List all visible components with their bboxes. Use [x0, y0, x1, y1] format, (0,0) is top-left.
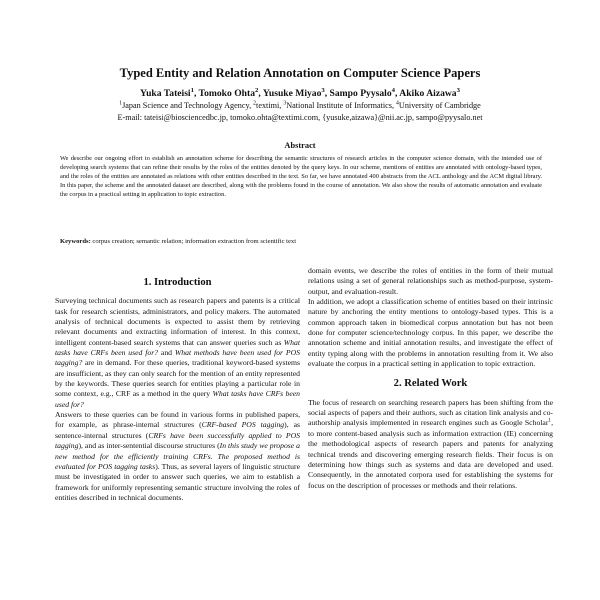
paragraph-text: ), and as inter-sentential discourse structures (	[78, 441, 220, 451]
paper-title: Typed Entity and Relation Annotation on Computer Science Papers	[119, 66, 481, 80]
paragraph-text: , to more content-based analysis such as information extraction (IE) concerning the methodological aspects of research papers and patents for analyzing technical trends and discovering emerging research fields. Their focus is on determining how things such as systems and data are developed and used. Consequently, in the annotated corpora used for establishing the systems for focus on the description of processes or methods and their relations.	[308, 418, 553, 490]
intro-paragraph-4: In addition, we adopt a classification scheme of entities based on their intrinsic nature by anchoring the entity mentions to ontology-based types. This is a common approach taken in biomedical corpus annotation but has not been done for computer science/technology corpus. In this paper, we describe the annotation scheme and initial annotation results, and investigate the effect of entity typing along with the problems in annotation resulting from it. We also evaluate the corpus in a practical setting in application to topic extraction.	[308, 297, 553, 369]
intro-paragraph-1	[55, 296, 300, 410]
paragraph-text: ), as sentence-internal structures (	[55, 420, 300, 440]
author-name: Akiko Aizawa	[399, 88, 457, 99]
example-query: What methods have been used for POS tagging?	[55, 348, 300, 368]
author-mark: 4	[391, 86, 396, 94]
paragraph-text: are in demand. For these queries, traditional keyword-based systems are insufficient, as they can only search for the mention of an entity represented by the keywords. These queries search for entities playing a particular role in some context, e.g., CRF as a method in the query	[55, 358, 300, 399]
author-mark: 1	[190, 86, 194, 94]
keywords-line	[60, 238, 542, 245]
footnote-mark: 1	[548, 417, 552, 424]
example-query: What tasks have CRFs been used for?	[55, 389, 301, 409]
section-heading-introduction: 1. Introduction	[143, 277, 212, 288]
example-phrase: In this study we propose a new method for the efficiently training CRFs. The proposed method is evaluated for POS tagging tasks	[55, 441, 301, 471]
affiliation-mark: 2	[253, 100, 257, 107]
author-mark: 3	[456, 86, 460, 94]
paragraph-text: and	[158, 348, 175, 358]
intro-paragraph-2	[55, 410, 300, 503]
affiliation-text: University of Cambridge	[398, 101, 481, 110]
affiliation-mark: 1	[119, 100, 123, 107]
right-column	[308, 266, 553, 491]
author-mark: 3	[321, 86, 325, 94]
abstract-text: We describe our ongoing effort to establish an annotation scheme for describing the semantic structures of research articles in the computer science domain, with the intended use of developing search systems that can refine their results by the roles of the entities denoted by the query keys. In our scheme, mentions of entities are annotated with ontology-based types, and the roles of the entities are annotated as relations with other entities described in the text. So far, we have annotated 400 abstracts from the ACL anthology and the ACM digital library. In this paper, the scheme and the annotated dataset are described, along with the problems found in the course of annotation. We also show the results of automatic annotation and evaluate the corpus in a practical setting in application to topic extraction.	[60, 155, 542, 198]
author-mark: 2	[255, 86, 259, 94]
paragraph-text: The focus of research on searching research papers has been shifting from the social aspects of papers and their authors, such as citation link analysis and co-authorship analysis implemented in research engines such as Google Scholar	[308, 397, 553, 428]
related-work-paragraph-1	[308, 398, 553, 491]
affiliations	[0, 101, 600, 110]
author-name: Sampo Pyysalo	[329, 88, 392, 99]
paragraph-text: Surveying technical documents such as research papers and patents is a critical task for research scientists, administrators, and policy makers. The automated analysis of technical documents is expected to assist them by retrieving relevant documents and extracting information of interest. In this context, intelligent content-based search systems that can answer queries such as	[55, 296, 300, 347]
author-name: Yuka Tateisi	[140, 88, 191, 99]
author-name: Tomoko Ohta	[198, 88, 256, 99]
section-heading-related-work: 2. Related Work	[393, 378, 468, 390]
intro-paragraph-3: domain events, we describe the roles of entities in the form of their mutual relations using a set of general relationships such as method-purpose, system-output, and evaluation-result.	[308, 266, 553, 296]
affiliation-mark: 3	[283, 100, 287, 107]
example-phrase: CRFs have been successfully applied to POS tagging	[55, 430, 300, 451]
affiliation-text: textimi,	[256, 101, 284, 110]
paragraph-text: Answers to these queries can be found in various forms in published papers, for example, as phrase-internal structures (	[55, 410, 300, 430]
abstract-heading: Abstract	[284, 141, 316, 150]
keywords-label: Keywords:	[60, 238, 91, 245]
affiliation-text: Japan Science and Technology Agency,	[122, 101, 254, 110]
affiliation-text: National Institute of Informatics,	[286, 101, 397, 110]
author-emails: E-mail: tateisi@biosciencedbc.jp, tomoko.ohta@textimi.com, {yusuke,aizawa}@nii.ac.jp, sampo@pyysalo.net	[117, 113, 483, 122]
example-query: What tasks have CRFs been used for?	[55, 337, 300, 358]
affiliation-mark: 4	[396, 100, 399, 107]
author-list: Yuka Tateisi$^1$, Tomoko Ohta$^2$, Yusuke Miyao$^3$, Sampo Pyysalo$^4$, Akiko Aizawa$^3$	[140, 86, 460, 99]
author-name: Yusuke Miyao	[262, 88, 322, 99]
paragraph-text: ). Thus, as several layers of linguistic structure must be investigated in order to answer such queries, we aim to establish a framework for uniformly representing semantic structure involving the roles of entities described in technical documents.	[55, 461, 300, 502]
keywords-text: corpus creation; semantic relation; information extraction from scientific text	[90, 238, 297, 245]
example-phrase: CRF-based POS tagging	[201, 420, 285, 430]
left-column	[55, 271, 300, 503]
